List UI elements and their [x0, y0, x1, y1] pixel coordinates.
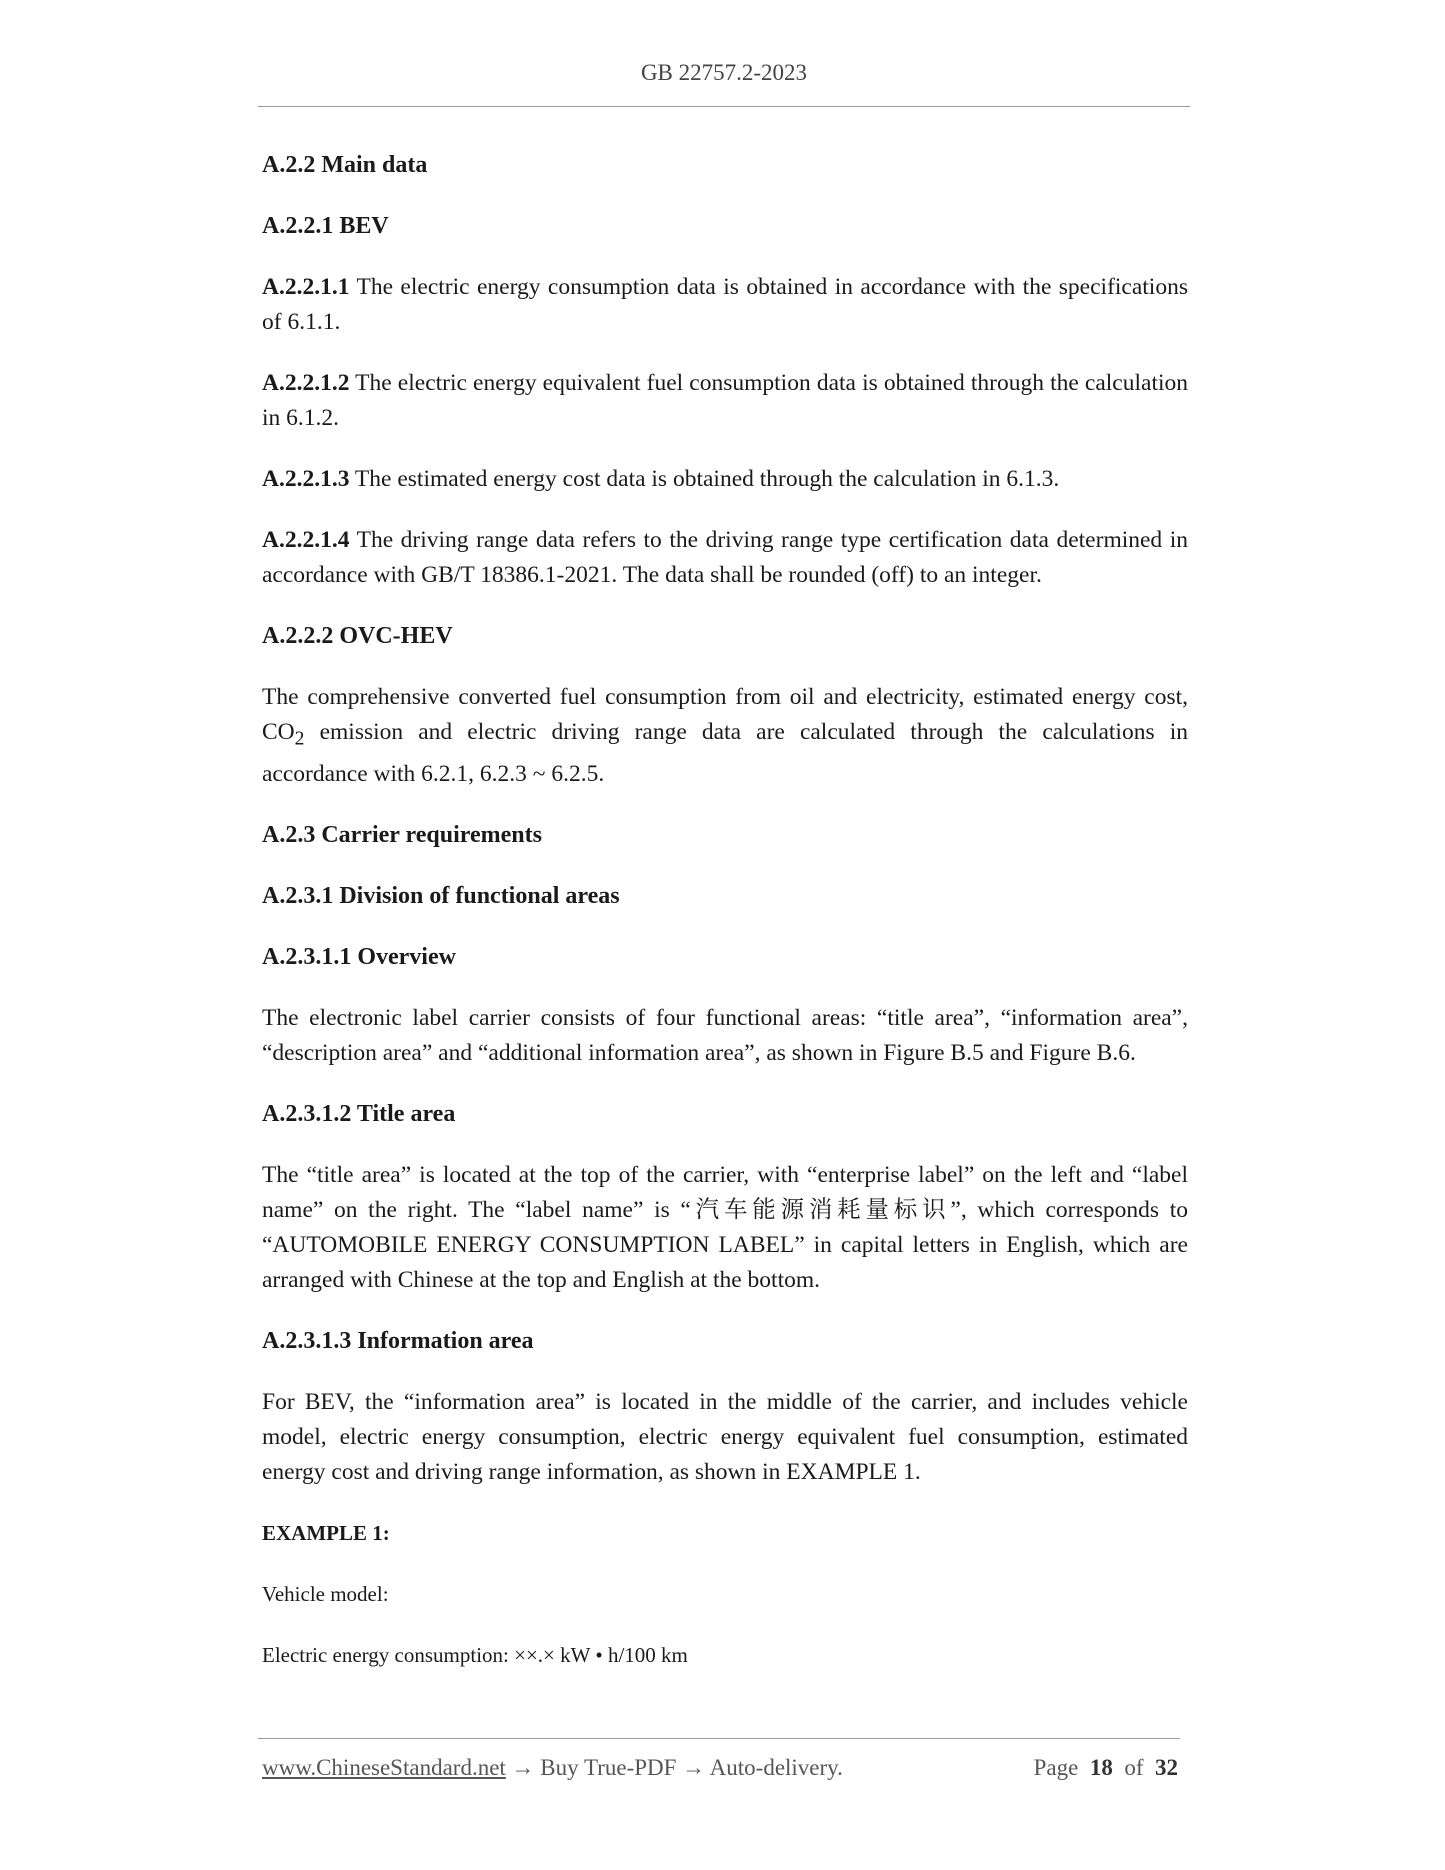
- heading-a2312: A.2.3.1.2 Title area: [262, 1100, 456, 1127]
- paragraph-a2312: The “title area” is located at the top of the carrier, with “enterprise label” on the left and “label name” on the right. The “label name” is “汽车能源消耗量标识”, which corresponds to “AUTOMOBILE ENERGY CONSUMPTION LABEL” in capital letters in English, which are arranged with Chinese at the top and English at the bottom.: [262, 1161, 1188, 1293]
- footer-promo: [262, 1755, 843, 1781]
- page-word: Page: [1033, 1755, 1079, 1780]
- paragraph-a2313: For BEV, the “information area” is located in the middle of the carrier, and includes vehicle model, electric energy consumption, electric energy equivalent fuel consumption, estimated energy cost and driving range information, as shown in EXAMPLE 1.: [262, 1388, 1188, 1485]
- heading-a23: A.2.3 Carrier requirements: [262, 821, 542, 848]
- clause-text: The driving range data refers to the driving range type certification data determined in accordance with GB/T 18386.1-2021. The data shall be rounded (off) to an integer.: [262, 527, 1188, 588]
- of-word: of: [1124, 1755, 1144, 1780]
- paragraph-a222: [262, 680, 1188, 792]
- text-part: The comprehensive converted fuel consumption from oil and electricity, estimated energy cost, CO: [262, 684, 1188, 745]
- text-part: emission and electric driving range data are calculated through the calculations in accordance with 6.2.1, 6.2.3 ~ 6.2.5.: [262, 719, 1188, 787]
- heading-a222: A.2.2.2 OVC-HEV: [262, 623, 453, 649]
- document-header: GB 22757.2-2023: [640, 60, 808, 85]
- heading-a221: A.2.2.1 BEV: [262, 213, 389, 239]
- footer-promo-text: → Buy True-PDF → Auto-delivery.: [505, 1755, 843, 1780]
- example-line-vehicle-model: Vehicle model:: [262, 1581, 389, 1606]
- website-link[interactable]: www.ChineseStandard.net: [262, 1755, 506, 1780]
- heading-a22: A.2.2 Main data: [262, 152, 428, 178]
- example-title: EXAMPLE 1:: [262, 1520, 390, 1545]
- clause-number: A.2.2.1.2: [262, 370, 350, 396]
- footer-divider: [258, 1738, 1180, 1739]
- page-number: [1034, 1755, 1178, 1781]
- page-footer: [262, 1755, 1178, 1781]
- clause-a2214: [262, 523, 1188, 593]
- clause-text: The electric energy equivalent fuel consumption data is obtained through the calculation in 6.1.2.: [262, 370, 1188, 431]
- subscript: 2: [294, 728, 305, 750]
- example-line-energy-consumption: Electric energy consumption: ××.× kW • h/100 km: [262, 1642, 688, 1667]
- paragraph-a2311: The electronic label carrier consists of four functional areas: “title area”, “information area”, “description area” and “additional information area”, as shown in Figure B.5 and Figure B.6.: [262, 1004, 1188, 1066]
- clause-number: A.2.2.1.4: [262, 527, 350, 553]
- clause-number: A.2.2.1.1: [262, 274, 350, 300]
- clause-a2211: [262, 270, 1188, 340]
- clause-a2213: [262, 462, 1188, 497]
- clause-number: A.2.2.1.3: [262, 466, 350, 492]
- current-page: 18: [1089, 1755, 1113, 1780]
- page-content: [262, 148, 1188, 1699]
- heading-a2313: A.2.3.1.3 Information area: [262, 1327, 534, 1354]
- total-pages: 32: [1155, 1755, 1178, 1780]
- clause-text: The electric energy consumption data is obtained in accordance with the specifications of 6.1.1.: [262, 274, 1188, 335]
- clause-text: The estimated energy cost data is obtained through the calculation in 6.1.3.: [349, 466, 1060, 492]
- heading-a231: A.2.3.1 Division of functional areas: [262, 882, 620, 909]
- clause-a2212: [262, 366, 1188, 436]
- header-divider: [258, 106, 1190, 107]
- heading-a2311: A.2.3.1.1 Overview: [262, 943, 456, 970]
